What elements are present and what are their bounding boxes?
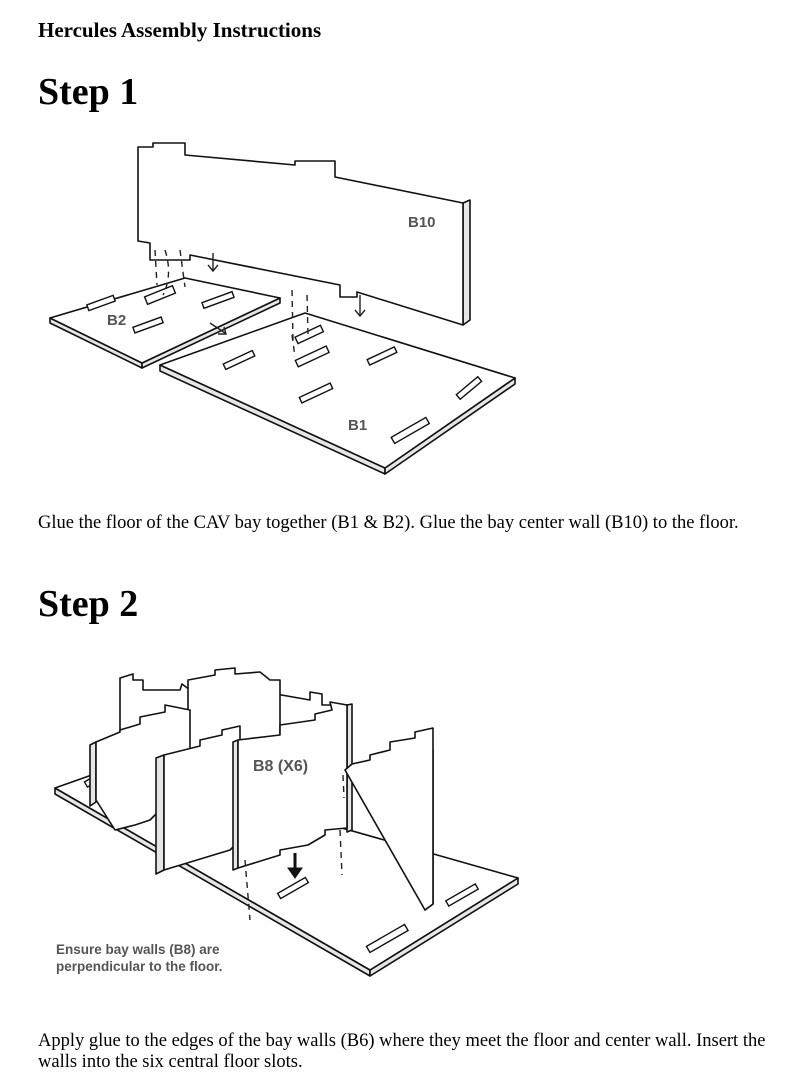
step-1-illustration xyxy=(45,135,525,480)
label-b8-x6: B8 (X6) xyxy=(253,758,309,775)
step-1-instructions: Glue the floor of the CAV bay together (B1 & B2). Glue the bay center wall (B10) to the floor. xyxy=(38,513,739,533)
note-line: perpendicular to the floor. xyxy=(56,959,223,974)
label-b1: B1 xyxy=(348,417,368,434)
document-title: Hercules Assembly Instructions xyxy=(38,18,322,42)
step-2-heading: Step 2 xyxy=(38,583,139,625)
step-2-instructions: Apply glue to the edges of the bay walls (B6) where they meet the floor and center wall. Insert the walls into the six central floor slots. xyxy=(38,1031,766,1072)
label-b2: B2 xyxy=(107,312,127,329)
label-b10: B10 xyxy=(408,214,436,231)
floor-b1-piece xyxy=(160,313,515,474)
note-line: Ensure bay walls (B8) are xyxy=(56,942,220,957)
step-1-heading: Step 1 xyxy=(38,71,139,113)
down-arrow xyxy=(355,295,365,316)
perpendicular-note xyxy=(56,941,223,975)
